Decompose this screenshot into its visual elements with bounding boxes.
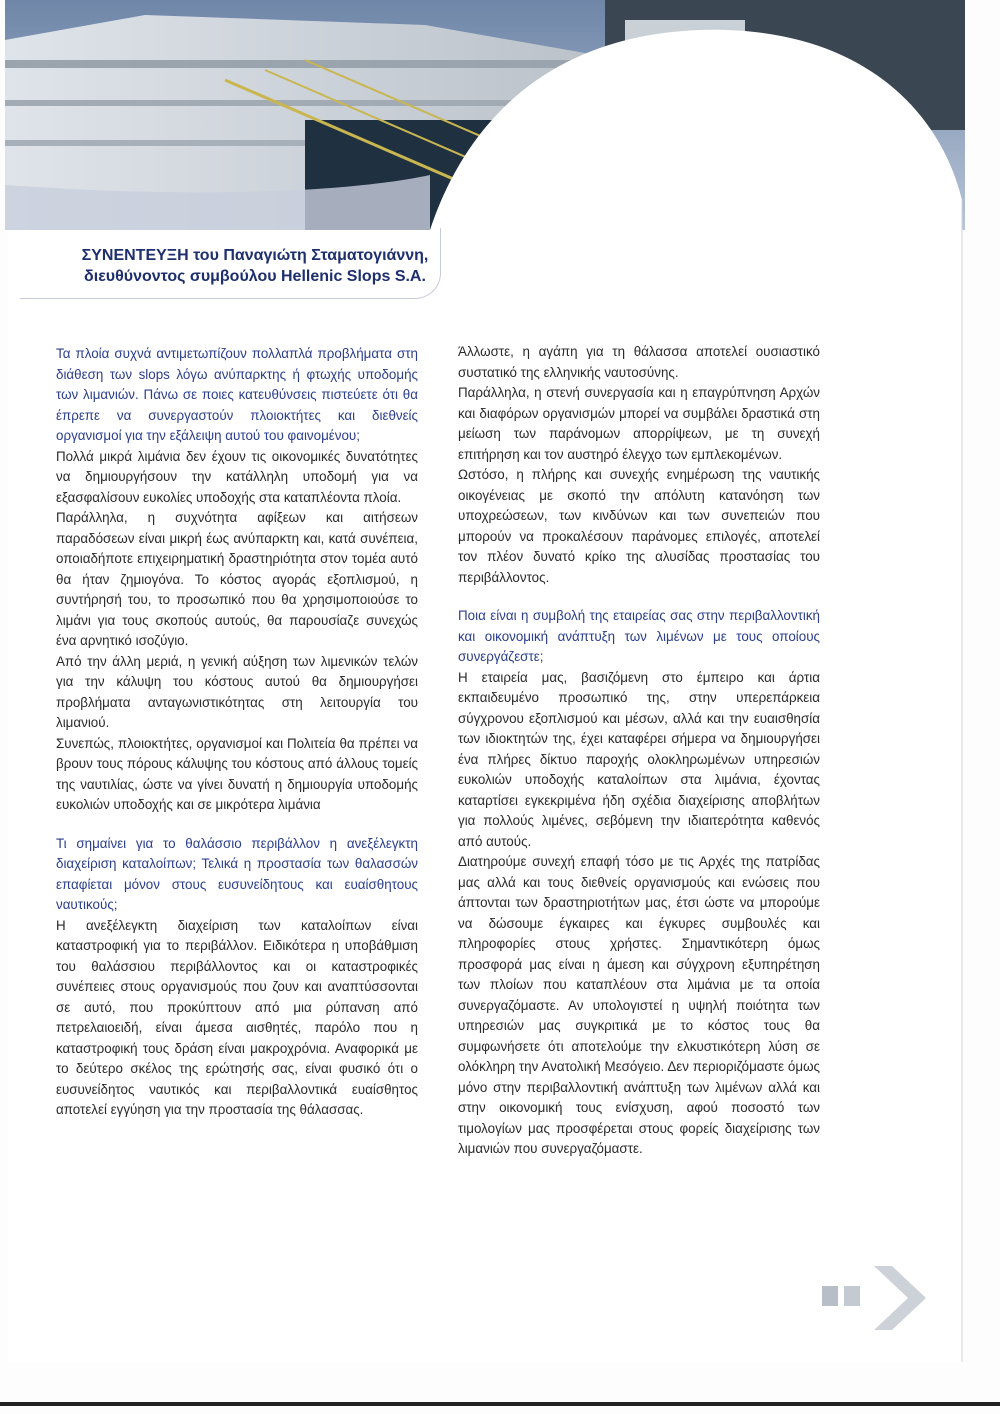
paragraph-gap [458, 588, 820, 606]
right-column [458, 342, 820, 1160]
title-line-1: ΣΥΝΕΝΤΕΥΞΗ του Παναγιώτη Σταματογιάννη, [81, 247, 429, 264]
interview-title [75, 245, 435, 287]
continue-arrow-icon [822, 1258, 932, 1338]
question-paragraph: Τα πλοία συχνά αντιμετωπίζουν πολλαπλά προβλήματα στη διάθεση των slops λόγω ανύπαρκτης ή φτωχής υποδομής των λιμανιών. Πάνω σε ποιες κατευθύνσεις πιστεύετε ότι θα έπρεπε να συνεργαστούν πλοιοκτήτες και διεθνείς οργανισμοί για την εξάλειψη αυτού του φαινομένου; [56, 346, 418, 443]
answer-paragraph: Ωστόσο, η πλήρης και συνεχής ενημέρωση της ναυτικής οικογένειας με σκοπό την απόλυτη κατανόηση των υποχρεώσεων, των κινδύνων και των συνεπειών που μπορούν να προκαλέσουν παράνομες επιλογές, αποτελεί τον πλέον δυνατό κρίκο της αλυσίδας προστασίας του περιβάλλοντος. [458, 467, 820, 585]
answer-paragraph: Συνεπώς, πλοιοκτήτες, οργανισμοί και Πολιτεία θα πρέπει να βρουν τους πόρους κάλυψης του κόστους από άλλους τομείς της ναυτιλίας, ώστε να γίνει δυνατή η δημιουργία υποδομής ευκολιών υποδοχής και σε μικρότερα λιμάνια [56, 735, 418, 812]
answer-paragraph: Παράλληλα, η συχνότητα αφίξεων και αιτήσεων παραδόσεων είναι μικρή έως ανύπαρκτη και, κατά συνέπεια, οποιαδήποτε επιχειρηματική δραστηριότητα στον τομέα αυτό θα ήταν ζημιογόνα. Το κόστος αγοράς εξοπλισμού, η συντήρησή του, το προσωπικό που θα χρησιμοποιούσε το λιμάνι για τους σκοπούς αυτούς, θα παρουσίαζε συνεχώς ένα αρνητικό ισοζύγιο. [56, 510, 418, 648]
answer-paragraph: Άλλωστε, η αγάπη για τη θάλασσα αποτελεί ουσιαστικό συστατικό της ελληνικής ναυτοσύνης. [458, 344, 820, 380]
title-line-2: διευθύνοντος συμβούλου Hellenic Slops S.A. [84, 268, 426, 285]
answer-paragraph: Παράλληλα, η στενή συνεργασία και η επαγρύπνηση Αρχών και διαφόρων οργανισμών μπορεί να συμβάλει δραστικά στη μείωση των παράνομων απορρίψεων, με τη συνεχή επιτήρηση και τον αυστηρό έλεγχο των εμπλεκομένων. [458, 385, 820, 462]
footer-rule [0, 1402, 1000, 1406]
left-column [56, 344, 418, 1121]
answer-paragraph: Η εταιρεία μας, βασιζόμενη στο έμπειρο και άρτια εκπαιδευμένο προσωπικό της, στην υπερεπάρκεια σύγχρονου εξοπλισμού και μέσων, αλλά και την ευαισθησία των ιδιοκτητών της, έχει καταφέρει σήμερα να δημιουργήσει ένα πλήρες δίκτυο παροχής ολοκληρωμένων υπηρεσιών ευκολιών υποδοχής καταλοίπων στα λιμάνια, έχοντας καταρτίσει εγκεκριμένα ήδη σχέδια διαχείρισης αποβλήτων για πολλούς λιμένες, σεβόμενη την ιδιαιτερότητα καθενός από αυτούς. [458, 669, 820, 849]
answer-paragraph: Διατηρούμε συνεχή επαφή τόσο με τις Αρχές της πατρίδας μας αλλά και τους διεθνείς οργανισμούς και ενώσεις που άπτονται των δραστηριοτήτων μας, έτσι ώστε να μπορούμε να δώσουμε έγκαιρες και έγκυρες συμβουλές και πληροφορίες στους χρήστες. Σημαντικότερη όμως προσφορά μας είναι η άμεση και σύγχρονη εξυπηρέτηση των πλοίων που καταπλέουν στα λιμάνια με τα οποία συνεργαζόμαστε. Αν υπολογιστεί η υψηλή ποιότητα των υπηρεσιών μας συγκριτικά με το κόστος τους θα συμφωνήσετε ότι αποτελούμε την ελκυστικότερη λύση σε ολόκληρη την Ανατολική Μεσόγειο. Δεν περιοριζόμαστε όμως μόνο στην περιβαλλοντική ανάπτυξη των λιμένων αλλά και στην οικονομική τους ενίσχυση, αφού ποσοστό των τιμολογίων μας προσφέρεται στους φορείς διαχείρισης των λιμανιών που συνεργαζόμαστε. [458, 854, 820, 1156]
answer-paragraph: Πολλά μικρά λιμάνια δεν έχουν τις οικονομικές δυνατότητες να δημιουργήσουν την κατάλληλη υποδομή για να εξασφαλίσουν ευκολίες υποδοχής στα καταπλέοντα πλοία. [56, 448, 418, 505]
question-paragraph: Ποια είναι η συμβολή της εταιρείας σας στην περιβαλλοντική και οικονομική ανάπτυξη των λιμένων με τους οποίους συνεργάζεστε; [458, 608, 820, 664]
question-paragraph: Τι σημαίνει για το θαλάσσιο περιβάλλον η ανεξέλεγκτη διαχείριση καταλοίπων; Τελικά η προστασία των θαλασσών επαφίεται μόνον στους ευσυνείδητους και ευαίσθητους ναυτικούς; [56, 835, 418, 912]
paragraph-gap [56, 816, 418, 834]
answer-paragraph: Από την άλλη μεριά, η γενική αύξηση των λιμενικών τελών για την κάλυψη του κόστους αυτού θα δημιουργήσει προβλήματα ανταγωνιστικότητας στη λειτουργία του λιμανιού. [56, 653, 418, 730]
answer-paragraph: Η ανεξέλεγκτη διαχείριση των καταλοίπων είναι καταστροφική για το περιβάλλον. Ειδικότερα η υποβάθμιση του θαλάσσιου περιβάλλοντος και οι καταστροφικές συνέπειες στους οργανισμούς που ζουν και αναπτύσσονται σε αυτό, που προκύπτουν από μια ρύπανση από πετρελαιοειδή, είναι άμεσα αισθητές, παρόλο που η καταστροφική τους δράση είναι μακροχρόνια. Αναφορικά με το δεύτερο σκέλος της ερώτησής σας, είναι φυσικό ότι ο ευσυνείδητος ναυτικός και περιβαλλοντικά ευαίσθητος αποτελεί εγγύηση για την προστασία της θάλασσας. [56, 917, 418, 1117]
